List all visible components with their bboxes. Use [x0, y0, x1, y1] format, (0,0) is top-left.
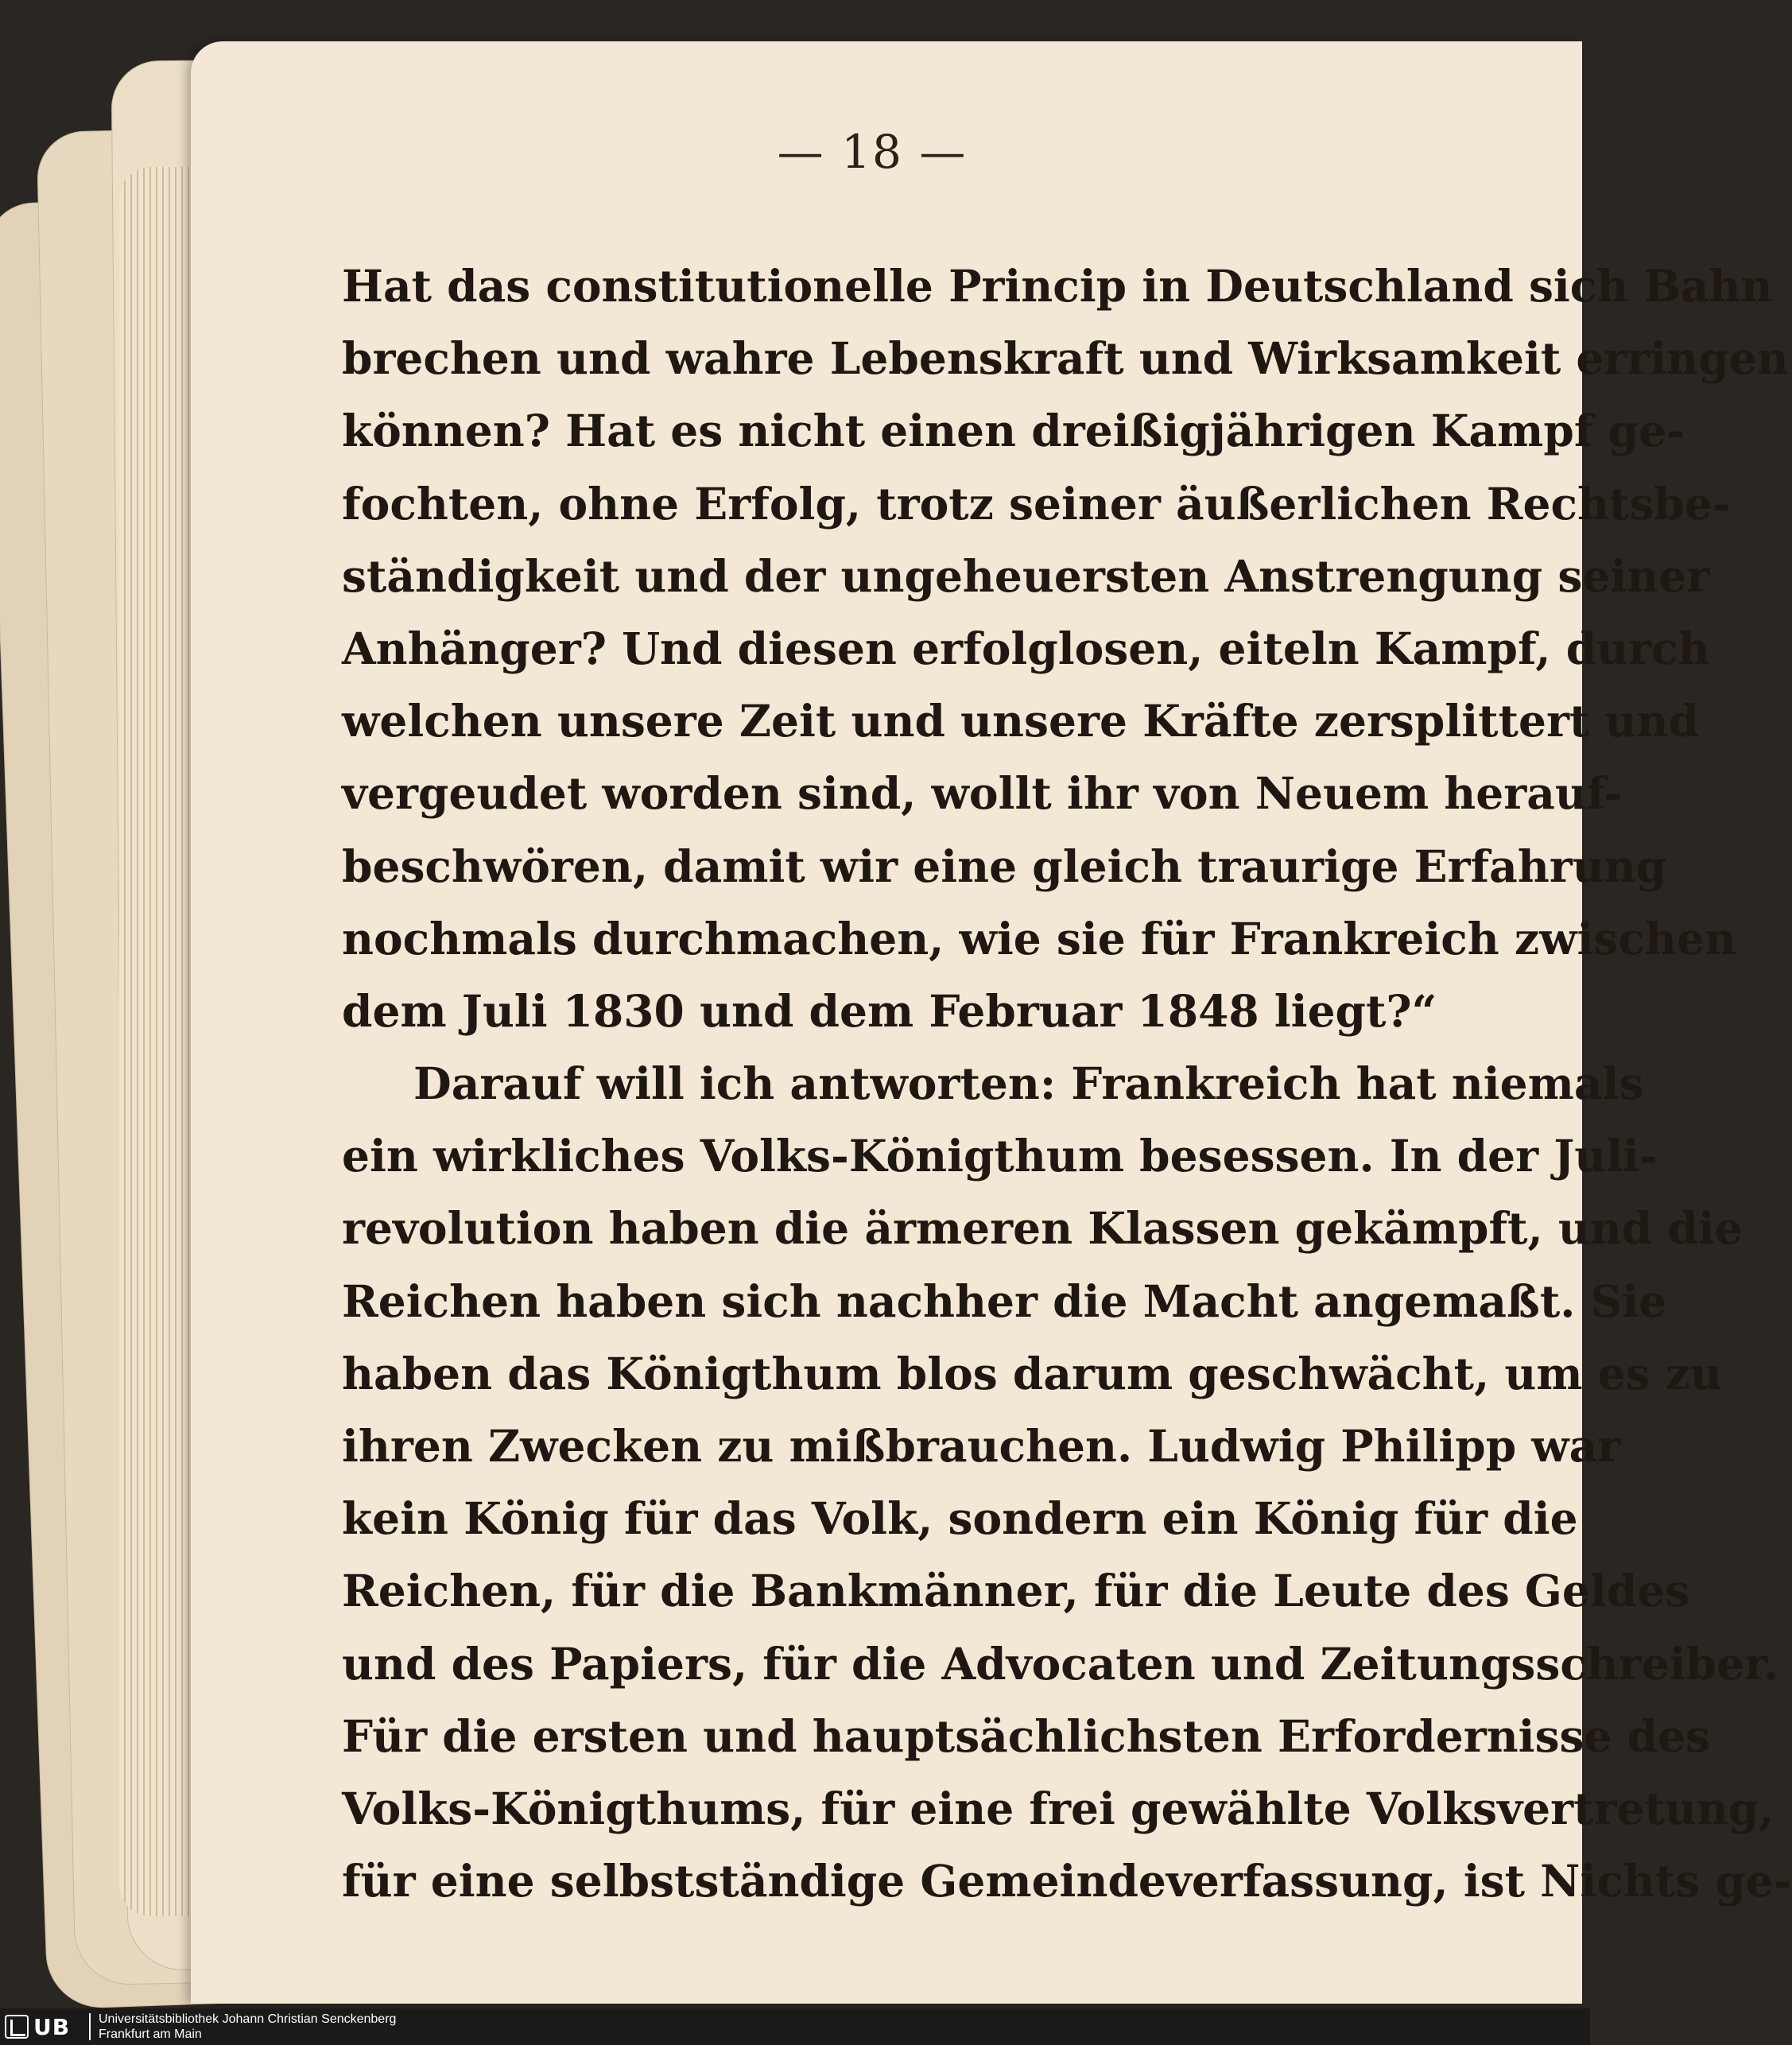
text-line: vergeudet worden sind, wollt ihr von Neuem herauf- — [342, 767, 1623, 820]
text-line: Hat das constitutionelle Princip in Deutschland sich Bahn — [342, 260, 1773, 312]
library-name: Universitätsbibliothek Johann Christian Senckenberg — [99, 2012, 397, 2026]
text-line: und des Papiers, für die Advocaten und Zeitungsschreiber. — [342, 1637, 1779, 1690]
footer-bar — [0, 2008, 1590, 2045]
library-logo — [5, 2013, 92, 2040]
page-number: — 18 — — [777, 125, 968, 179]
text-line: welchen unsere Zeit und unsere Kräfte zersplittert und — [342, 695, 1699, 747]
text-line: ständigkeit und der ungeheuersten Anstrengung seiner — [342, 549, 1710, 602]
text-line: können? Hat es nicht einen dreißigjährigen Kampf ge- — [342, 405, 1685, 457]
text-line: dem Juli 1830 und dem Februar 1848 liegt?“ — [342, 984, 1437, 1037]
text-line: haben das Königthum blos darum geschwächt, um es zu — [342, 1347, 1723, 1399]
footer-credit — [99, 2012, 396, 2042]
text-line: Reichen, für die Bankmänner, für die Leute des Geldes — [342, 1565, 1690, 1617]
text-line: kein König für das Volk, sondern ein König für die — [342, 1492, 1578, 1545]
text-line: nochmals durchmachen, wie sie für Frankreich zwischen — [342, 912, 1736, 964]
text-line: Volks-Königthums, für eine frei gewählte Volksvertretung, — [342, 1782, 1775, 1834]
book-page — [191, 41, 1792, 2004]
text-line: ihren Zwecken zu mißbrauchen. Ludwig Philipp war — [342, 1420, 1621, 1472]
library-location: Frankfurt am Main — [99, 2028, 202, 2041]
text-line: Darauf will ich antworten: Frankreich hat niemals — [413, 1057, 1644, 1110]
text-line: Für die ersten und hauptsächlichsten Erfordernisse des — [342, 1709, 1711, 1762]
text-line: brechen und wahre Lebenskraft und Wirksamkeit erringen — [342, 332, 1789, 385]
body-text — [342, 250, 1792, 1917]
text-line: für eine selbstständige Gemeindeverfassung, ist Nichts ge- — [342, 1855, 1792, 1907]
text-line: Anhänger? Und diesen erfolglosen, eiteln Kampf, durch — [342, 622, 1710, 674]
library-logo-text: UB — [33, 2013, 71, 2040]
footer-divider — [89, 2013, 91, 2040]
text-line: Reichen haben sich nachher die Macht angemaßt. Sie — [342, 1275, 1667, 1327]
text-line: beschwören, damit wir eine gleich traurige Erfahrung — [342, 840, 1667, 892]
text-line: fochten, ohne Erfolg, trotz seiner äußerlichen Rechtsbe- — [342, 477, 1731, 530]
library-logo-icon — [5, 2015, 29, 2039]
text-line: ein wirkliches Volks-Königthum besessen. In der Juli- — [342, 1130, 1658, 1182]
text-line: revolution haben die ärmeren Klassen gekämpft, und die — [342, 1202, 1743, 1255]
